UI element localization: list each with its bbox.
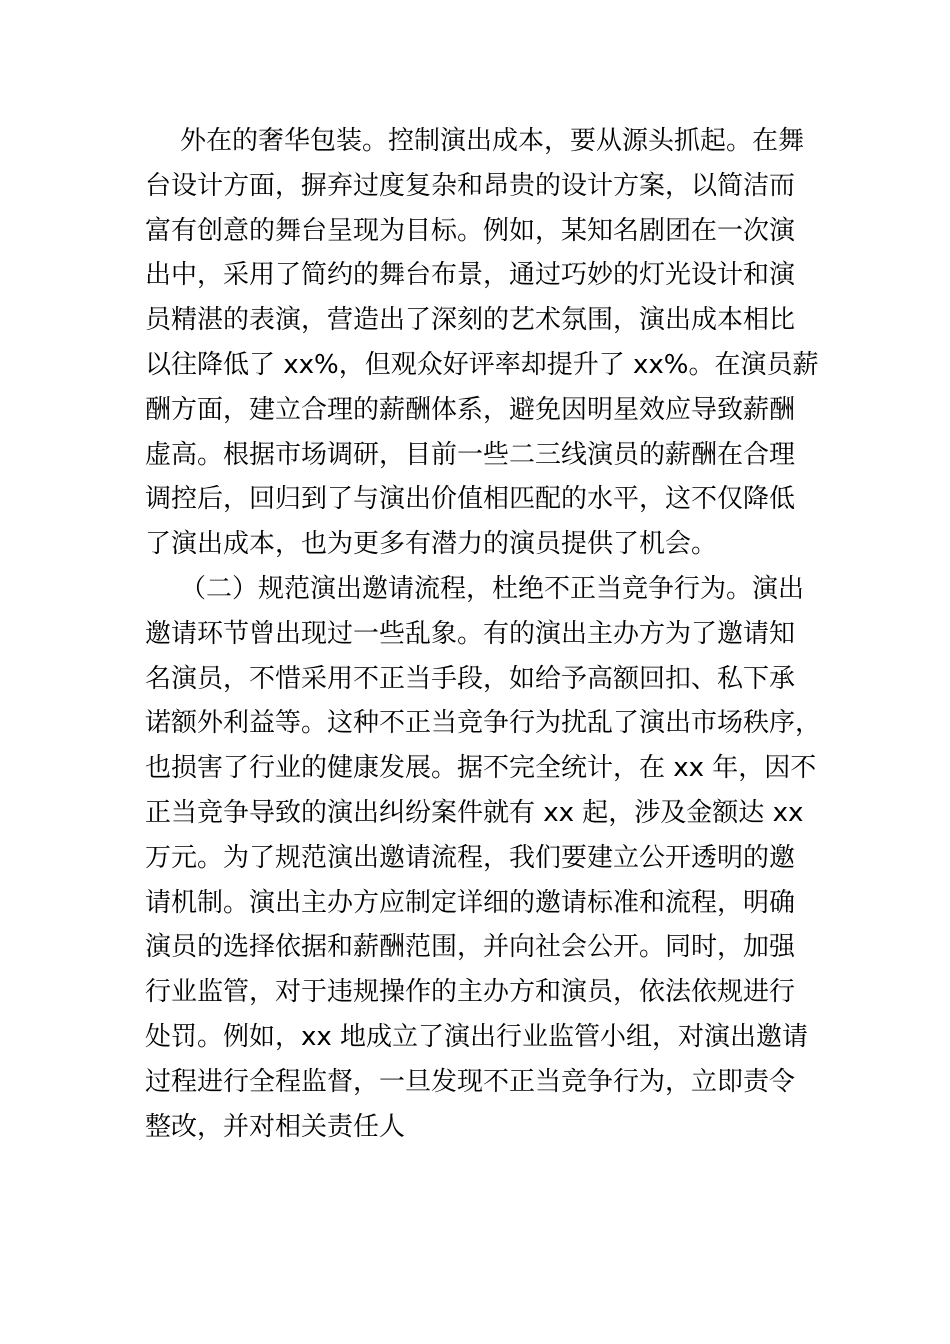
text-line: 出中，采用了简约的舞台布景，通过巧妙的灯光设计和演	[145, 260, 796, 291]
paragraph-cost-control	[145, 119, 819, 567]
text-line: 也损害了行业的健康发展。据不完全统计，在 xx 年，因不	[145, 753, 817, 784]
text-line: 万元。为了规范演出邀请流程，我们要建立公开透明的邀	[145, 842, 796, 873]
text-line: 调控后，回归到了与演出价值相匹配的水平，这不仅降低	[145, 484, 796, 515]
text-line: 处罚。例如，xx 地成立了演出行业监管小组，对演出邀请	[145, 1021, 809, 1052]
text-line: 诺额外利益等。这种不正当竞争行为扰乱了演出市场秩序，	[145, 708, 822, 739]
text-line: 正当竞争导致的演出纠纷案件就有 xx 起，涉及金额达 xx	[145, 797, 804, 828]
document-page	[145, 119, 822, 1149]
text-line: 虚高。根据市场调研，目前一些二三线演员的薪酬在合理	[145, 439, 796, 470]
section-heading-line: （二）规范演出邀请流程，杜绝不正当竞争行为。演出	[180, 573, 805, 604]
text-line: 台设计方面，摒弃过度复杂和昂贵的设计方案，以简洁而	[145, 170, 796, 201]
text-line: 富有创意的舞台呈现为目标。例如，某知名剧团在一次演	[145, 215, 796, 246]
text-line: 整改，并对相关责任人	[145, 1111, 406, 1142]
text-line: 酬方面，建立合理的薪酬体系，避免因明星效应导致薪酬	[145, 394, 796, 425]
text-line: 行业监管，对于违规操作的主办方和演员，依法依规进行	[145, 977, 796, 1008]
text-line: 名演员，不惜采用不正当手段，如给予高额回扣、私下承	[145, 663, 796, 694]
text-line: 邀请环节曾出现过一些乱象。有的演出主办方为了邀请知	[145, 618, 796, 649]
text-line: 过程进行全程监督，一旦发现不正当竞争行为，立即责令	[145, 1066, 796, 1097]
text-line: 外在的奢华包装。控制演出成本，要从源头抓起。在舞	[180, 126, 805, 156]
paragraph-section-2-invitation-process	[145, 567, 822, 1149]
text-line: 请机制。演出主办方应制定详细的邀请标准和流程，明确	[145, 887, 796, 918]
text-line: 演员的选择依据和薪酬范围，并向社会公开。同时，加强	[145, 932, 796, 963]
text-line: 员精湛的表演，营造出了深刻的艺术氛围，演出成本相比	[145, 305, 796, 336]
text-line: 了演出成本，也为更多有潜力的演员提供了机会。	[145, 529, 718, 560]
text-line: 以往降低了 xx%，但观众好评率却提升了 xx%。在演员薪	[145, 349, 819, 380]
